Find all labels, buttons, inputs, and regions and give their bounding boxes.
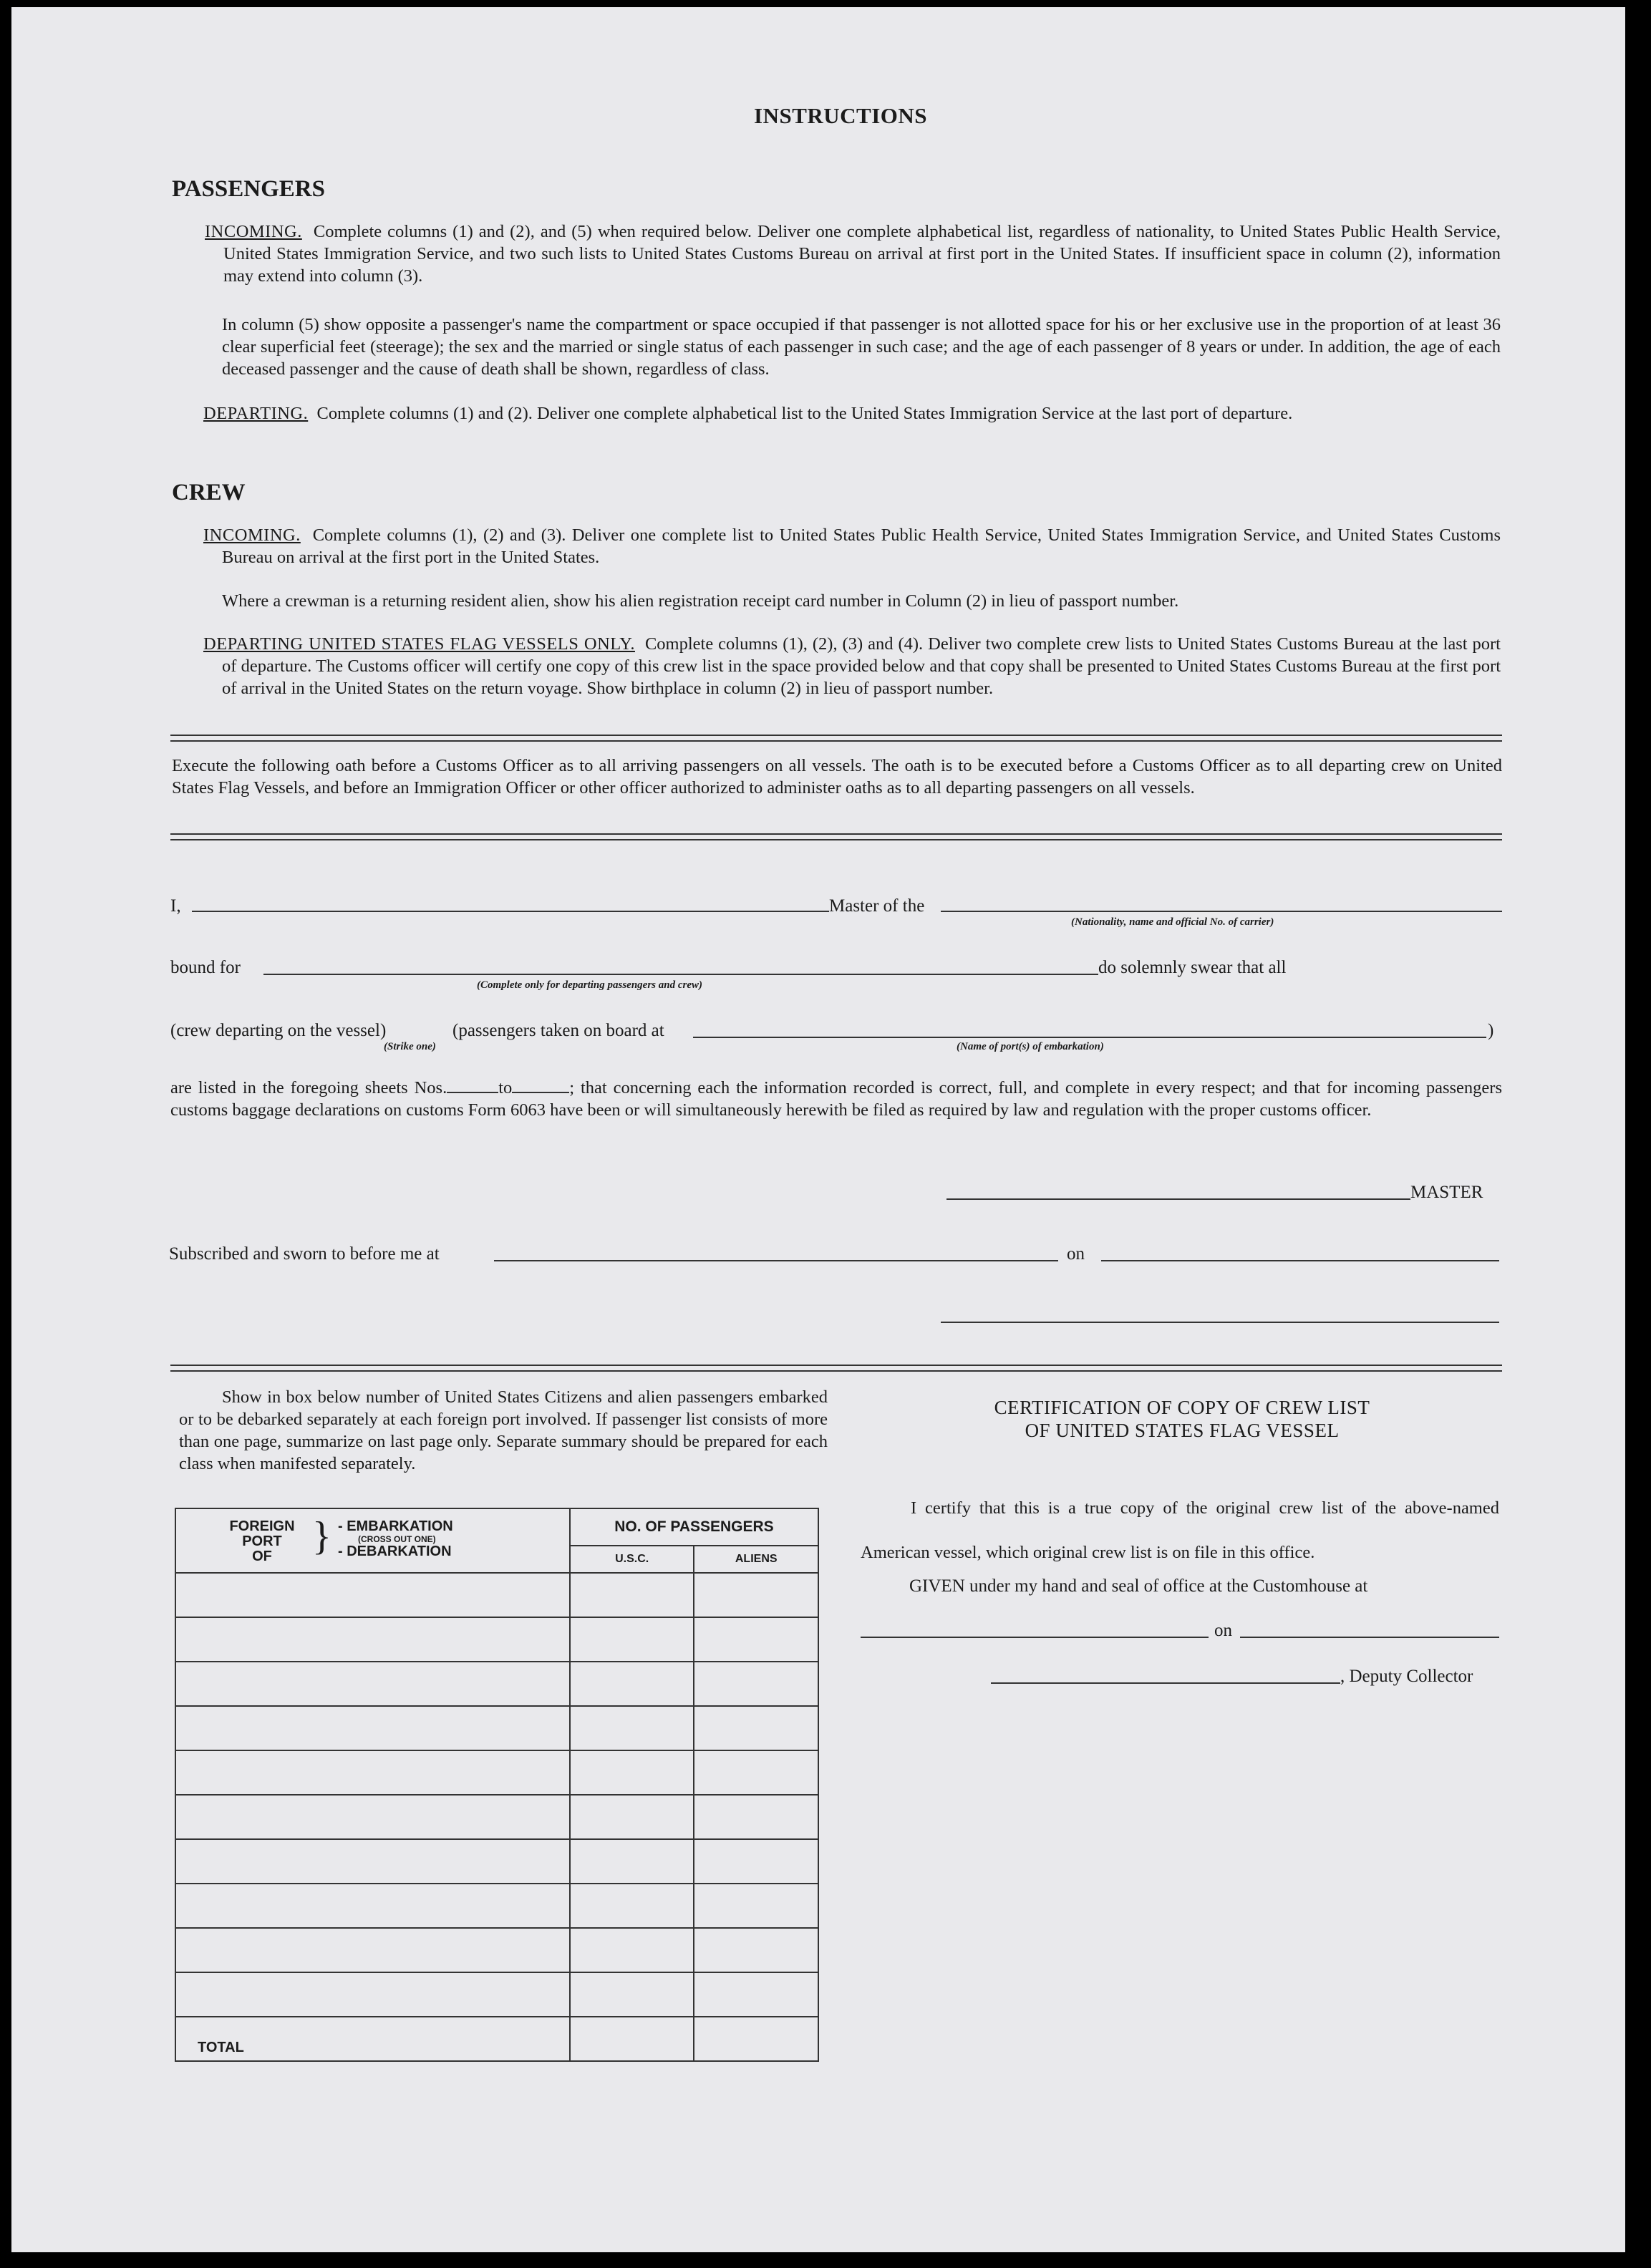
total-usc-cell[interactable] [570,2017,694,2061]
certification-title [863,1396,1501,1442]
customhouse-field[interactable] [861,1637,1209,1638]
usc-cell[interactable] [570,1928,694,1972]
usc-header: U.S.C. [570,1546,694,1573]
crew-incoming-paragraph [203,524,1501,568]
usc-cell[interactable] [570,1662,694,1706]
master-name-field[interactable] [192,911,829,912]
port-cell[interactable] [175,1617,570,1662]
brace-glyph: } [312,1514,331,1559]
aliens-cell[interactable] [694,1662,818,1706]
passengers-column5-paragraph: In column (5) show opposite a passenger's name the compartment or space occupied if that passenger is not allotted space for his or her exclusive use in the proportion of at least 36 clear superficial feet (steerage); the sex and the married or single status of each passenger in such case; and the age of each passenger of 8 years or under. In addition, the age of each deceased passenger and the cause of death shall be shown, regardless of class. [222,315,1501,379]
to-label: to [498,1078,513,1097]
passengers-incoming-label: INCOMING. [205,222,302,241]
usc-cell[interactable] [570,1839,694,1884]
sworn-date-field[interactable] [1101,1260,1499,1261]
aliens-cell[interactable] [694,1972,818,2017]
given-date-field[interactable] [1240,1637,1499,1638]
listed-prefix: are listed in the foregoing sheets Nos. [170,1078,447,1097]
debarkation-option[interactable]: - DEBARKATION [338,1544,452,1559]
vessel-field[interactable] [941,911,1502,912]
divider-double [170,1365,1502,1372]
port-cell[interactable] [175,1706,570,1750]
passengers-heading: PASSENGERS [172,176,325,202]
embarkation-option[interactable]: - EMBARKATION [338,1518,453,1534]
document-sheet [11,7,1625,2252]
passengers-departing-label: DEPARTING. [203,404,309,423]
close-paren: ) [1488,1021,1494,1040]
crew-incoming-label: INCOMING. [203,525,301,545]
listed-paragraph [170,1077,1502,1121]
port-cell[interactable] [175,1662,570,1706]
port-cell[interactable] [175,1928,570,1972]
listed-rest: ; that concerning each the information recorded is correct, full, and complete in every respect; and that for incoming passengers customs baggage declarations on customs Form 6063 have been or will simultaneously herewith be filed as required by law and regulation with the proper customs officer. [170,1078,1502,1120]
crew-resident-paragraph: Where a crewman is a returning resident alien, show his alien registration receipt card number in Column (2) in lieu of passport number. [222,591,1179,611]
strike-one-note: (Strike one) [384,1041,436,1052]
aliens-cell[interactable] [694,1573,818,1617]
port-label: PORT [242,1533,282,1549]
aliens-cell[interactable] [694,1706,818,1750]
passengers-departing-text: Complete columns (1) and (2). Deliver one complete alphabetical list to the United States Immigration Service at the last port of departure. [316,404,1293,423]
aliens-cell[interactable] [694,1839,818,1884]
passengers-incoming-text: Complete columns (1) and (2), and (5) when required below. Deliver one complete alphabetical list, regardless of nationality, to United States Public Health Service, United States Immigration Service, and two such lists to United States Customs Bureau on arrival at first port in the United States. If insufficient space in column (2), information may extend into column (3). [223,222,1501,286]
total-aliens-cell[interactable] [694,2017,818,2061]
officer-signature-field[interactable] [941,1322,1499,1323]
sheet-from-field[interactable] [447,1077,498,1093]
deputy-collector-label: , Deputy Collector [1340,1667,1473,1686]
passengers-incoming-paragraph [205,220,1501,287]
usc-cell[interactable] [570,1706,694,1750]
crew-departing-option[interactable]: (crew departing on the vessel) [170,1021,387,1040]
master-label: MASTER [1410,1183,1483,1202]
passengers-taken-option[interactable]: (passengers taken on board at [452,1021,664,1040]
complete-only-note: (Complete only for departing passengers and crew) [477,979,702,991]
usc-cell[interactable] [570,1795,694,1839]
divider-double [170,735,1502,742]
foreign-label: FOREIGN [229,1518,295,1534]
aliens-header: ALIENS [694,1546,818,1573]
deputy-signature-field[interactable] [991,1682,1340,1684]
ports-note: (Name of port(s) of embarkation) [957,1041,1104,1052]
port-cell[interactable] [175,1750,570,1795]
summary-instruction: Show in box below number of United States Citizens and alien passengers embarked or to be debarked separately at each foreign port involved. If passenger list consists of more than one page, summarize on last page only. Separate summary should be prepared for each class when manifested separately. [179,1387,828,1473]
master-of-label: Master of the [829,896,925,916]
master-signature-field[interactable] [946,1198,1410,1200]
given-label: GIVEN under my hand and seal of office at the Customhouse at [909,1576,1368,1596]
certify-paragraph: I certify that this is a true copy of the original crew list of the above-named American vessel, which original crew list is on file in this office. [861,1498,1499,1562]
cross-out-note: (CROSS OUT ONE) [358,1534,436,1544]
usc-cell[interactable] [570,1617,694,1662]
nationality-note: (Nationality, name and official No. of carrier) [1071,916,1274,928]
swear-label: do solemnly swear that all [1098,958,1287,977]
usc-cell[interactable] [570,1884,694,1928]
crew-heading: CREW [172,480,246,505]
crew-departing-text: Complete columns (1), (2), (3) and (4). Deliver two complete crew lists to United States Customs Bureau at the last port of departure. The Customs officer will certify one copy of this crew list in the space provided below and that copy shall be presented to United States Customs Bureau at the first port of arrival in the United States on the return voyage. Show birthplace in column (2) in lieu of passport number. [222,634,1501,698]
aliens-cell[interactable] [694,1928,818,1972]
aliens-cell[interactable] [694,1884,818,1928]
crew-incoming-text: Complete columns (1), (2) and (3). Deliver one complete list to United States Public Health Service, United States Immigration Service, and United States Customs Bureau on arrival at the first port in the United States. [222,525,1501,567]
aliens-cell[interactable] [694,1750,818,1795]
oath-i-label: I, [170,896,181,916]
bound-for-field[interactable] [263,974,1098,975]
page-title: INSTRUCTIONS [754,103,928,128]
certification-title-line1: CERTIFICATION OF COPY OF CREW LIST [994,1397,1370,1418]
bound-for-label: bound for [170,958,241,977]
of-label: OF [252,1549,272,1564]
passenger-summary-table [175,1508,819,2062]
sheet-to-field[interactable] [512,1077,569,1093]
port-cell[interactable] [175,1795,570,1839]
given-on-label: on [1214,1621,1232,1640]
total-label: TOTAL [175,2017,570,2061]
sworn-place-field[interactable] [494,1260,1058,1261]
certification-title-line2: OF UNITED STATES FLAG VESSEL [1025,1420,1340,1441]
crew-departing-label: DEPARTING UNITED STATES FLAG VESSELS ONLY. [203,634,635,654]
oath-instruction-paragraph: Execute the following oath before a Customs Officer as to all arriving passengers on all vessels. The oath is to be executed before a Customs Officer as to all departing crew on United States Flag Vessels, and before an Immigration Officer or other officer authorized to administer oaths as to all departing passengers on all vessels. [172,756,1502,798]
aliens-cell[interactable] [694,1617,818,1662]
port-cell[interactable] [175,1839,570,1884]
crew-departing-paragraph [203,633,1501,699]
port-cell[interactable] [175,1884,570,1928]
aliens-cell[interactable] [694,1795,818,1839]
subscribed-label: Subscribed and sworn to before me at [169,1244,440,1264]
no-of-passengers-header: NO. OF PASSENGERS [570,1508,818,1546]
port-cell[interactable] [175,1573,570,1617]
usc-cell[interactable] [570,1972,694,2017]
usc-cell[interactable] [570,1573,694,1617]
port-cell[interactable] [175,1972,570,2017]
port-header-cell [175,1508,570,1573]
divider-double [170,833,1502,840]
sworn-on-label: on [1067,1244,1085,1264]
usc-cell[interactable] [570,1750,694,1795]
embarkation-ports-field[interactable] [693,1037,1486,1038]
passengers-departing-paragraph [203,402,1501,425]
